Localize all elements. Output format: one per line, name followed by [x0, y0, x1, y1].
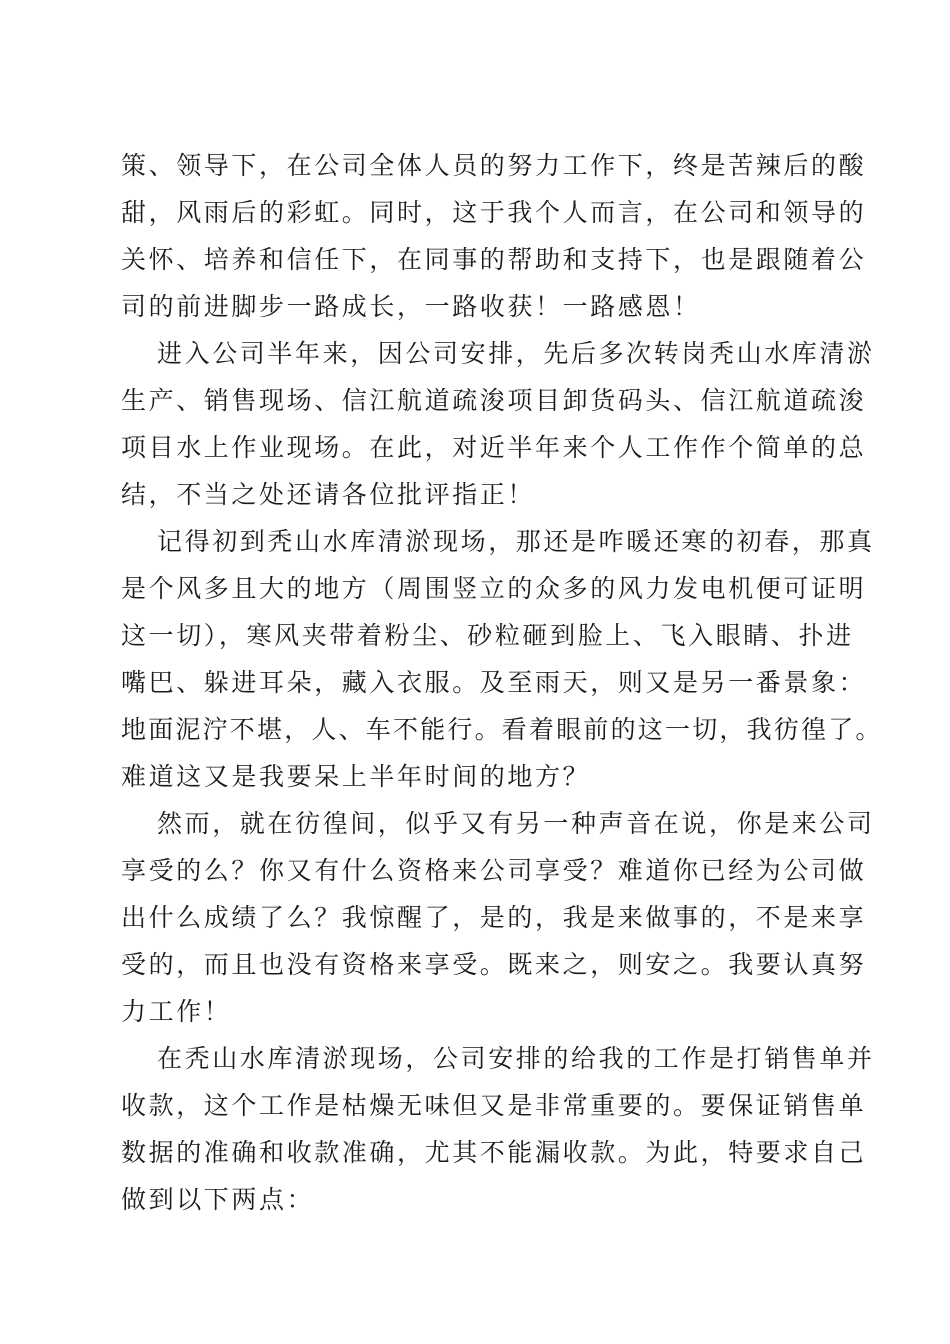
paragraph-3-line-5: 地面泥泞不堪，人、车不能行。看着眼前的这一切，我彷徨了。: [121, 715, 883, 744]
paragraph-3-line-2: 是个风多且大的地方（周围竖立的众多的风力发电机便可证明: [121, 574, 867, 603]
paragraph-1-line-4: 司的前进脚步一路成长，一路收获！一路感恩！: [121, 292, 701, 321]
paragraph-2-line-2: 生产、销售现场、信江航道疏浚项目卸货码头、信江航道疏浚: [121, 386, 867, 415]
paragraph-5-line-2: 收款，这个工作是枯燥无味但又是非常重要的。要保证销售单: [121, 1091, 867, 1120]
paragraph-3-line-1: 记得初到秃山水库清淤现场，那还是咋暖还寒的初春，那真: [157, 527, 875, 556]
paragraph-1-line-2: 甜，风雨后的彩虹。同时，这于我个人而言，在公司和领导的: [121, 198, 867, 227]
paragraph-2-line-4: 结，不当之处还请各位批评指正！: [121, 480, 536, 509]
paragraph-4-line-1: 然而，就在彷徨间，似乎又有另一种声音在说，你是来公司: [157, 809, 875, 838]
paragraph-3-line-6: 难道这又是我要呆上半年时间的地方？: [121, 762, 591, 791]
paragraph-4-line-4: 受的，而且也没有资格来享受。既来之，则安之。我要认真努: [121, 950, 867, 979]
paragraph-5-line-4: 做到以下两点：: [121, 1185, 315, 1214]
paragraph-5-line-1: 在秃山水库清淤现场，公司安排的给我的工作是打销售单并: [157, 1044, 875, 1073]
paragraph-3-line-3: 这一切），寒风夹带着粉尘、砂粒砸到脸上、飞入眼睛、扑进: [121, 621, 854, 650]
paragraph-4-line-3: 出什么成绩了么？我惊醒了，是的，我是来做事的，不是来享: [121, 903, 867, 932]
paragraph-2-line-3: 项目水上作业现场。在此，对近半年来个人工作作个简单的总: [121, 433, 867, 462]
paragraph-4-line-2: 享受的么？你又有什么资格来公司享受？难道你已经为公司做: [121, 856, 867, 885]
paragraph-5-line-3: 数据的准确和收款准确，尤其不能漏收款。为此，特要求自己: [121, 1138, 867, 1167]
paragraph-2-line-1: 进入公司半年来，因公司安排，先后多次转岗秃山水库清淤: [157, 339, 875, 368]
paragraph-1-line-1: 策、领导下，在公司全体人员的努力工作下，终是苦辣后的酸: [121, 151, 867, 180]
paragraph-4-line-5: 力工作！: [121, 997, 232, 1026]
paragraph-1-line-3: 关怀、培养和信任下，在同事的帮助和支持下，也是跟随着公: [121, 245, 867, 274]
paragraph-3-line-4: 嘴巴、躲进耳朵，藏入衣服。及至雨天，则又是另一番景象：: [121, 668, 867, 697]
